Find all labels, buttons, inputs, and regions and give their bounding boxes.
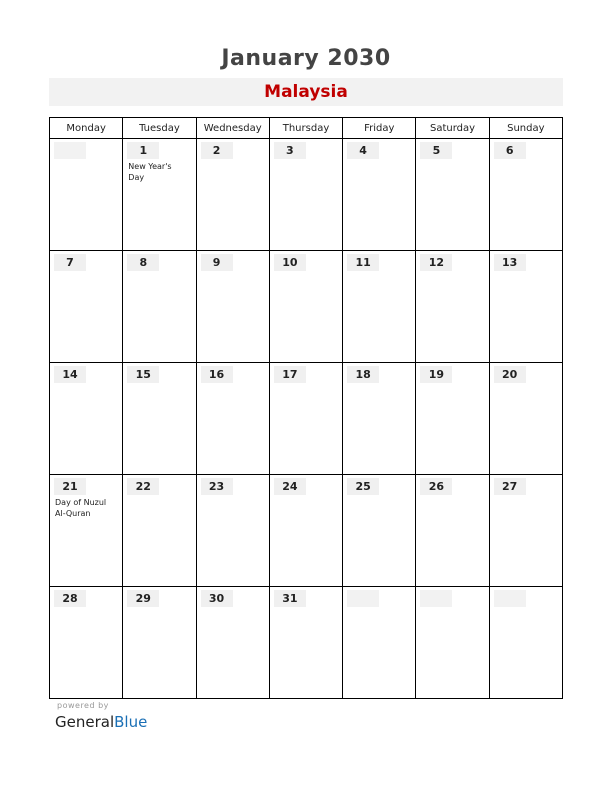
day-number: 19 bbox=[420, 366, 452, 383]
day-number: 16 bbox=[201, 366, 233, 383]
weekday-header: Sunday bbox=[489, 118, 562, 139]
day-number: 25 bbox=[347, 478, 379, 495]
day-cell[interactable] bbox=[50, 139, 123, 251]
day-cell[interactable] bbox=[416, 363, 489, 475]
day-cell[interactable] bbox=[416, 475, 489, 587]
day-number: 8 bbox=[127, 254, 159, 271]
day-cell[interactable] bbox=[196, 139, 269, 251]
brand-logo[interactable] bbox=[55, 713, 147, 731]
day-number: 5 bbox=[420, 142, 452, 159]
day-cell[interactable] bbox=[50, 363, 123, 475]
day-number: 9 bbox=[201, 254, 233, 271]
day-number: 13 bbox=[494, 254, 526, 271]
day-number: 6 bbox=[494, 142, 526, 159]
day-cell[interactable] bbox=[416, 139, 489, 251]
day-number bbox=[420, 590, 452, 607]
week-row bbox=[50, 587, 563, 699]
day-number: 17 bbox=[274, 366, 306, 383]
week-row bbox=[50, 363, 563, 475]
day-number: 24 bbox=[274, 478, 306, 495]
country-banner bbox=[49, 78, 563, 106]
day-cell[interactable] bbox=[196, 587, 269, 699]
day-number bbox=[494, 590, 526, 607]
day-cell[interactable] bbox=[489, 587, 562, 699]
day-number: 14 bbox=[54, 366, 86, 383]
day-cell[interactable] bbox=[50, 475, 123, 587]
day-cell[interactable] bbox=[196, 251, 269, 363]
country-name: Malaysia bbox=[264, 82, 348, 102]
day-cell[interactable] bbox=[343, 475, 416, 587]
day-number: 23 bbox=[201, 478, 233, 495]
day-number: 21 bbox=[54, 478, 86, 495]
day-cell[interactable] bbox=[489, 251, 562, 363]
day-cell[interactable] bbox=[489, 475, 562, 587]
weekday-header: Friday bbox=[343, 118, 416, 139]
weekday-header: Monday bbox=[50, 118, 123, 139]
day-cell[interactable] bbox=[196, 363, 269, 475]
weekday-header: Tuesday bbox=[123, 118, 196, 139]
day-number: 4 bbox=[347, 142, 379, 159]
day-number: 27 bbox=[494, 478, 526, 495]
day-cell[interactable] bbox=[269, 139, 342, 251]
day-cell[interactable] bbox=[50, 587, 123, 699]
day-cell[interactable] bbox=[489, 363, 562, 475]
week-row bbox=[50, 139, 563, 251]
day-number bbox=[54, 142, 86, 159]
day-number: 11 bbox=[347, 254, 379, 271]
day-number: 12 bbox=[420, 254, 452, 271]
weekday-header: Thursday bbox=[269, 118, 342, 139]
calendar-grid bbox=[49, 117, 563, 699]
day-number: 15 bbox=[127, 366, 159, 383]
weekday-header: Wednesday bbox=[196, 118, 269, 139]
holiday-label: Day of Nuzul Al-Quran bbox=[55, 498, 107, 518]
day-number: 10 bbox=[274, 254, 306, 271]
day-cell[interactable] bbox=[489, 139, 562, 251]
day-cell[interactable] bbox=[123, 587, 196, 699]
day-cell[interactable] bbox=[269, 475, 342, 587]
day-cell[interactable] bbox=[50, 251, 123, 363]
day-cell[interactable] bbox=[343, 363, 416, 475]
day-number: 26 bbox=[420, 478, 452, 495]
week-row bbox=[50, 251, 563, 363]
powered-by-label: powered by bbox=[57, 701, 109, 710]
day-cell[interactable] bbox=[269, 363, 342, 475]
day-number: 3 bbox=[274, 142, 306, 159]
day-cell[interactable] bbox=[343, 251, 416, 363]
week-row bbox=[50, 475, 563, 587]
day-cell[interactable] bbox=[123, 363, 196, 475]
day-cell[interactable] bbox=[196, 475, 269, 587]
day-cell[interactable] bbox=[269, 251, 342, 363]
calendar-title: January 2030 bbox=[221, 46, 391, 71]
day-cell[interactable] bbox=[269, 587, 342, 699]
day-cell[interactable] bbox=[123, 251, 196, 363]
day-number: 7 bbox=[54, 254, 86, 271]
day-cell[interactable] bbox=[416, 587, 489, 699]
weekday-header: Saturday bbox=[416, 118, 489, 139]
day-cell[interactable] bbox=[416, 251, 489, 363]
day-number: 2 bbox=[201, 142, 233, 159]
day-cell[interactable] bbox=[343, 587, 416, 699]
brand-general: General bbox=[55, 713, 115, 731]
day-number: 31 bbox=[274, 590, 306, 607]
day-number: 29 bbox=[127, 590, 159, 607]
day-number: 28 bbox=[54, 590, 86, 607]
brand-blue: Blue bbox=[114, 713, 148, 731]
day-number: 18 bbox=[347, 366, 379, 383]
day-number: 1 bbox=[127, 142, 159, 159]
day-number: 20 bbox=[494, 366, 526, 383]
day-cell[interactable] bbox=[343, 139, 416, 251]
day-cell[interactable] bbox=[123, 139, 196, 251]
day-cell[interactable] bbox=[123, 475, 196, 587]
day-number: 30 bbox=[201, 590, 233, 607]
holiday-label: New Year's Day bbox=[128, 162, 172, 182]
day-number bbox=[347, 590, 379, 607]
weekday-header-row bbox=[50, 118, 563, 139]
day-number: 22 bbox=[127, 478, 159, 495]
